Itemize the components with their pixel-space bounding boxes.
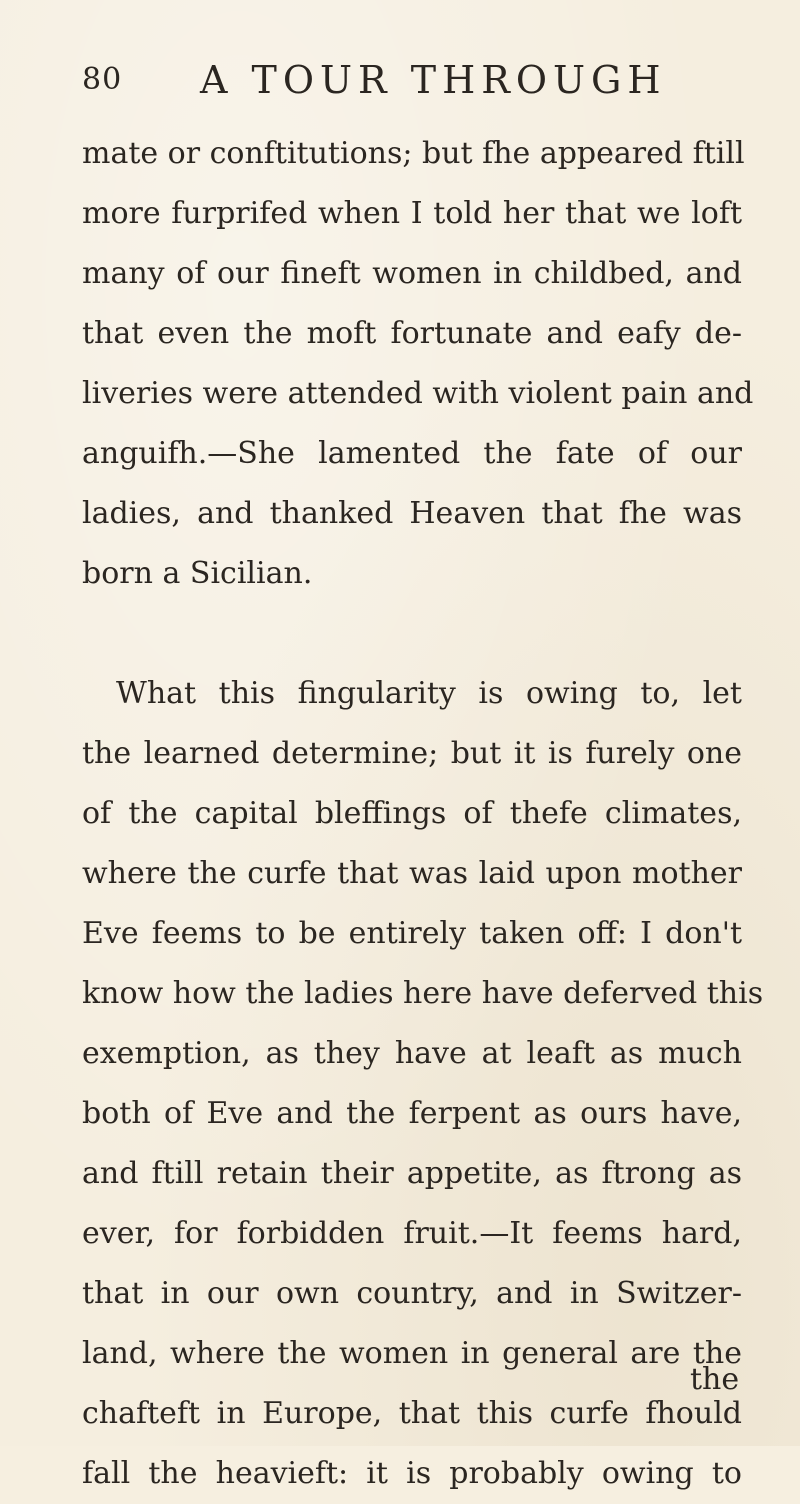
text-line: chafteft in Europe, that this curfe fhould	[82, 1396, 742, 1431]
text-line: liveries were attended with violent pain and	[82, 376, 754, 411]
page-header	[78, 58, 758, 112]
text-line: land, where the women in general are the	[82, 1336, 742, 1371]
text-line: more furprifed when I told her that we loft	[82, 196, 742, 231]
text-line: that in our own country, and in Switzer-	[82, 1276, 742, 1311]
text-line: that even the moft fortunate and eafy de-	[82, 316, 742, 351]
text-line: What this fingularity is owing to, let	[116, 676, 742, 711]
text-line: born a Sicilian.	[82, 556, 313, 591]
page-number: 80	[82, 62, 123, 97]
text-line: ever, for forbidden fruit.—It feems hard,	[82, 1216, 742, 1251]
text-line: where the curfe that was laid upon mother	[82, 856, 742, 891]
text-line: anguifh.—She lamented the fate of our	[82, 436, 742, 471]
text-line: mate or conftitutions; but fhe appeared ftill	[82, 136, 745, 171]
text-line: ladies, and thanked Heaven that fhe was	[82, 496, 742, 531]
text-line: know how the ladies here have deferved this	[82, 976, 764, 1011]
text-line: the learned determine; but it is furely one	[82, 736, 742, 771]
text-line: many of our fineft women in childbed, and	[82, 256, 742, 291]
text-line: Eve feems to be entirely taken off: I don't	[82, 916, 742, 951]
paragraph	[82, 124, 754, 604]
text-line: fall the heavieft: it is probably owing to	[82, 1456, 742, 1491]
body-text	[82, 124, 764, 1504]
text-line: exemption, as they have at leaft as much	[82, 1036, 742, 1071]
text-line: of the capital bleffings of thefe climates,	[82, 796, 742, 831]
paragraph-gap	[82, 604, 742, 664]
catchword: the	[690, 1362, 740, 1397]
text-line: and ftill retain their appetite, as ftrong as	[82, 1156, 742, 1191]
paragraph	[82, 664, 764, 1504]
running-head: A TOUR THROUGH	[200, 58, 667, 102]
text-line: both of Eve and the ferpent as ours have,	[82, 1096, 742, 1131]
